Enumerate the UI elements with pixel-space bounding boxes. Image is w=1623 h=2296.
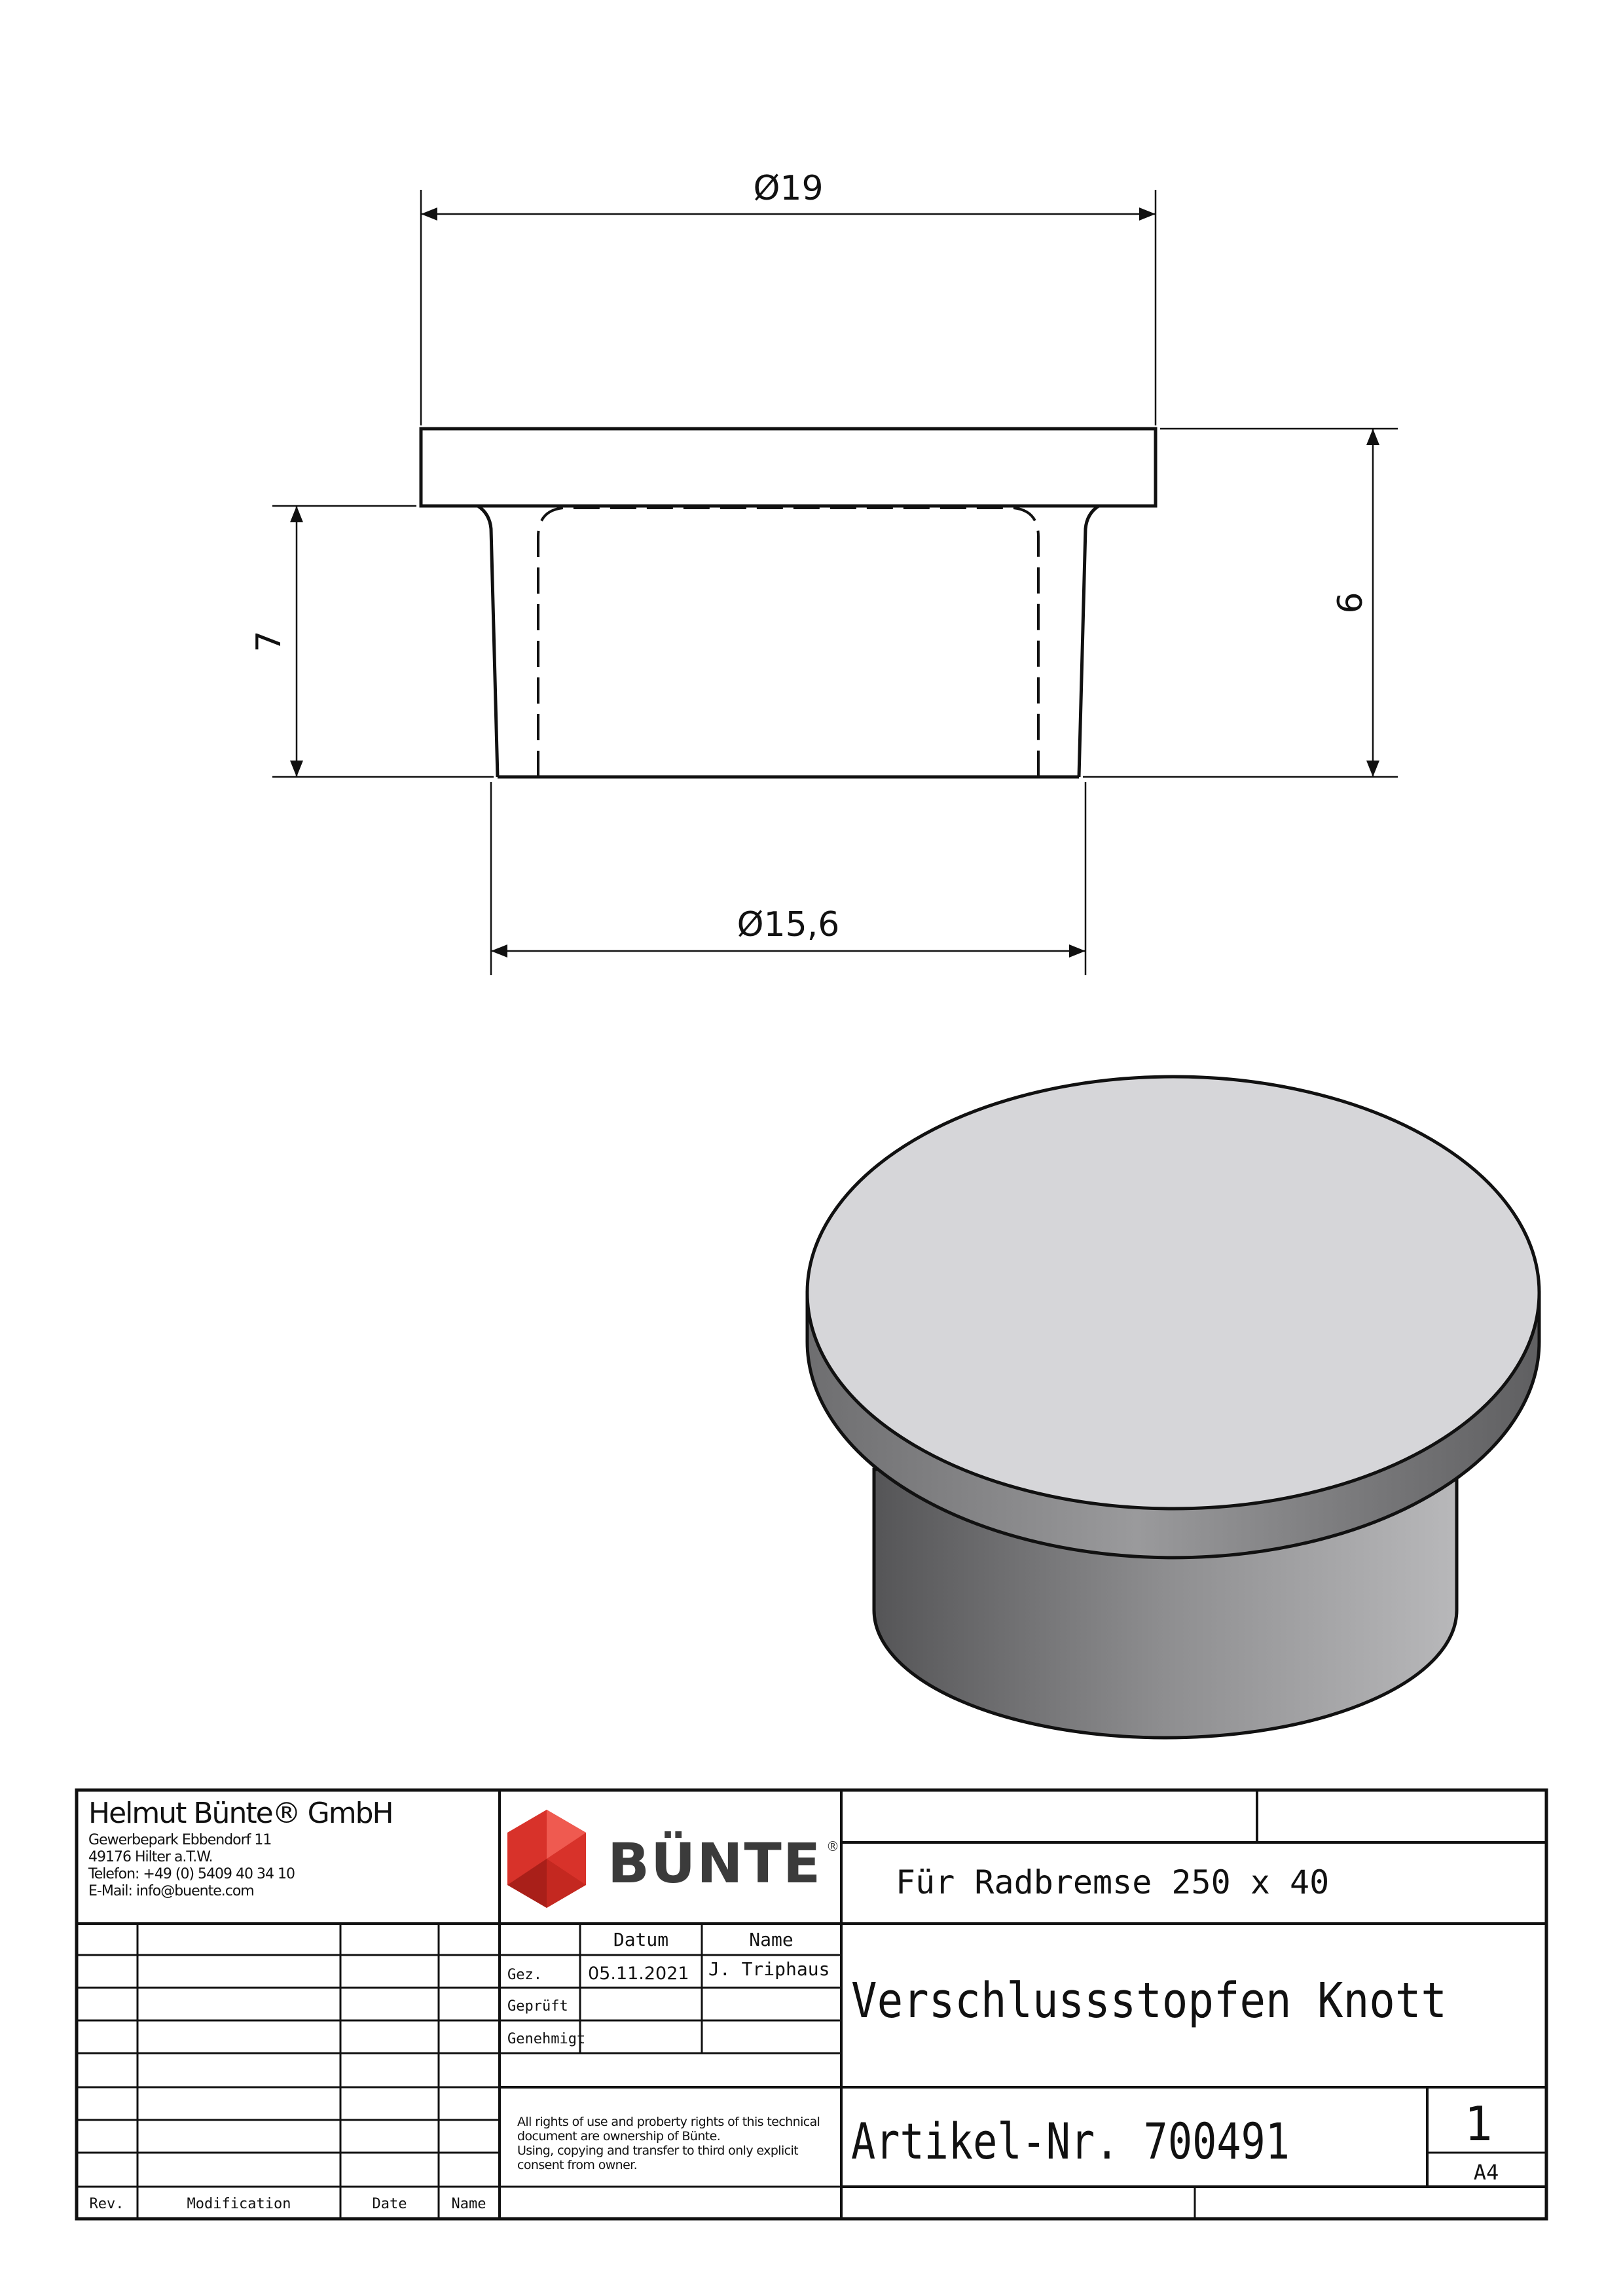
rights-line4: consent from owner. [517, 2158, 638, 2172]
shaft-right-outline [1079, 506, 1099, 777]
dim-bottom-diameter: Ø15,6 [737, 905, 840, 944]
rights-line2: document are ownership of Bünte. [517, 2129, 721, 2144]
company-name: Helmut Bünte® GmbH [88, 1797, 393, 1830]
sheet-number: 1 [1464, 2096, 1493, 2151]
company-phone: Telefon: +49 (0) 5409 40 34 10 [88, 1866, 295, 1882]
row-label-genehmigt: Genehmigt [507, 2031, 586, 2047]
cap-top-face [807, 1077, 1539, 1509]
dim-shaft-height: 7 [249, 630, 289, 653]
isometric-view [807, 1077, 1539, 1738]
part-name: Verschlussstopfen Knott [851, 1973, 1447, 2029]
hidden-inner [538, 508, 1038, 777]
gez-name: J. Triphaus [708, 1958, 830, 1980]
footer-rev: Rev. [89, 2196, 124, 2212]
header-datum: Datum [613, 1929, 669, 1950]
sheet-format: A4 [1473, 2160, 1499, 2185]
gez-date: 05.11.2021 [588, 1964, 689, 1984]
company-address-line1: Gewerbepark Ebbendorf 11 [88, 1832, 272, 1848]
buente-logo [507, 1810, 839, 1908]
company-address-line2: 49176 Hilter a.T.W. [88, 1849, 213, 1865]
company-email: E-Mail: info@buente.com [88, 1883, 254, 1899]
dim-top-diameter: Ø19 [753, 169, 824, 208]
dim-total-height: 9 [1328, 592, 1368, 614]
logo-wordmark: BÜNTE [608, 1831, 822, 1895]
row-label-geprueft: Geprüft [507, 1998, 568, 2015]
shaft-left-outline [478, 506, 498, 777]
flange-outline [421, 429, 1156, 506]
logo-registered: ® [826, 1839, 839, 1854]
footer-modification: Modification [187, 2196, 291, 2212]
usage-text: Für Radbremse 250 x 40 [896, 1863, 1330, 1901]
rights-line1: All rights of use and proberty rights of this technical [517, 2115, 820, 2129]
footer-date: Date [372, 2196, 407, 2212]
section-view [272, 190, 1398, 975]
row-label-gez: Gez. [507, 1967, 542, 1983]
rights-line3: Using, copying and transfer to third only explicit [517, 2144, 799, 2158]
article-number: Artikel-Nr. 700491 [851, 2112, 1290, 2170]
footer-name: Name [451, 2196, 486, 2212]
header-name: Name [749, 1929, 793, 1950]
